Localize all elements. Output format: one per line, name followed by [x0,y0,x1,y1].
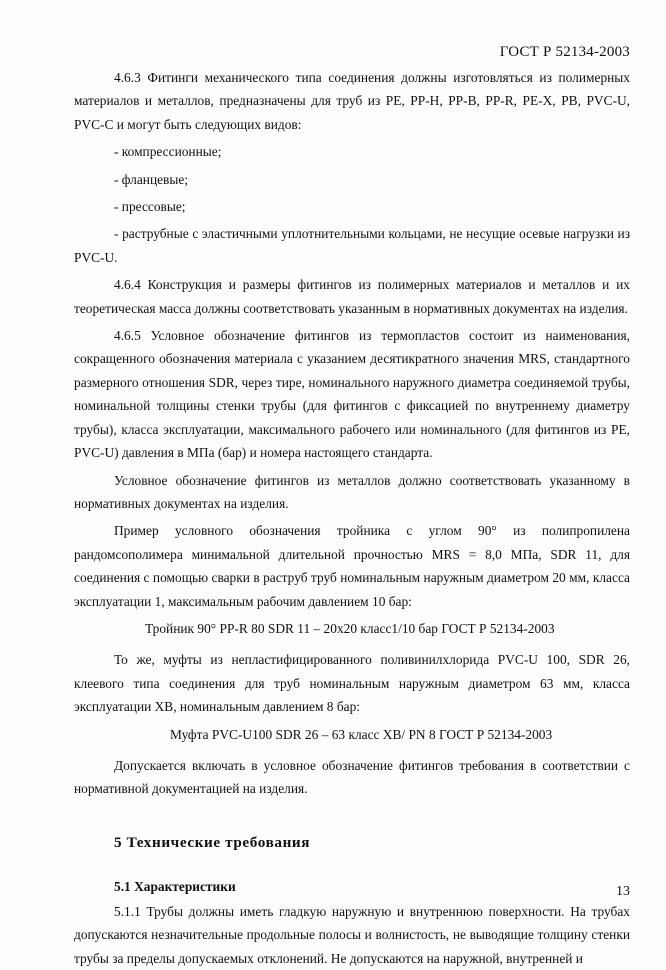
paragraph-5-1-1: 5.1.1 Трубы должны иметь гладкую наружную и внутреннюю поверхности. На трубах допускаются незначительные продольные полосы и волнистость, не выводящие толщину стенки трубы за пределы допускаемых отклонений. Не допускаются на наружной, внутренней и [74,903,630,966]
document-id: ГОСТ Р 52134-2003 [499,44,630,60]
subsection-heading: 5.1 Характеристики [114,878,236,894]
section-heading: 5 Технические требования [114,833,311,851]
list-item: - компрессионные; [114,144,222,160]
page-body [74,66,630,970]
page-number: 13 [616,884,630,899]
designation-example-coupling: Муфта PVC-U100 SDR 26 – 63 класс ХВ/ PN 8 ГОСТ Р 52134-2003 [170,726,553,742]
list-item: - прессовые; [114,199,186,215]
paragraph-example-tee: Пример условного обозначения тройника с углом 90° из полипропилена рандомсополимера минимальной длительной прочностью MRS = 8,0 МПа, SDR 11, для соединения с помощью сварки в раструб труб номинальным наружным диаметром 20 мм, класса эксплуатации 1, максимальным рабочим давлением 10 бар: [74,523,630,609]
paragraph-4-6-4: 4.6.4 Конструкция и размеры фитингов из полимерных материалов и металлов и их теоретическая масса должны соответствовать указанным в нормативных документах на изделия. [74,277,630,316]
list-item: - фланцевые; [114,171,189,187]
paragraph-metal-fittings: Условное обозначение фитингов из металлов должно соответствовать указанному в нормативных документах на изделия. [74,472,630,511]
list-item: - раструбные с эластичными уплотнительными кольцами, не несущие осевые нагрузки из PVC-U. [74,226,630,265]
paragraph-4-6-3: 4.6.3 Фитинги механического типа соединения должны изготовляться из полимерных материалов и металлов, предназначены для труб из PE, PP-H, PP-B, PP-R, PE-X, PB, PVC-U, PVC-C и могут быть следующих видов: [74,70,630,132]
designation-example-tee: Тройник 90° PP-R 80 SDR 11 – 20х20 класс1/10 бар ГОСТ Р 52134-2003 [145,620,555,636]
paragraph-example-coupling: То же, муфты из непластифицированного поливинилхлорида PVC-U 100, SDR 26, клеевого типа соединения для труб номинальным наружным диаметром 63 мм, класса эксплуатации ХВ, номинальным давлением 8 бар: [74,652,630,715]
paragraph-allowance: Допускается включать в условное обозначение фитингов требования в соответствии с нормативной документацией на изделия. [74,757,630,797]
paragraph-4-6-5: 4.6.5 Условное обозначение фитингов из термопластов состоит из наименования, сокращенного обозначения материала с указанием десятикратного значения MRS, стандартного размерного отношения SDR, через тире, номинального наружного диаметра соединяемой трубы, номинальной толщины стенки трубы (для фитингов с фиксацией по внутреннему диаметру трубы), класса эксплуатации, максимального рабочего или номинального (для фитингов из PE, PVC-U) давления в МПа (бар) и номера настоящего стандарта. [74,328,630,461]
